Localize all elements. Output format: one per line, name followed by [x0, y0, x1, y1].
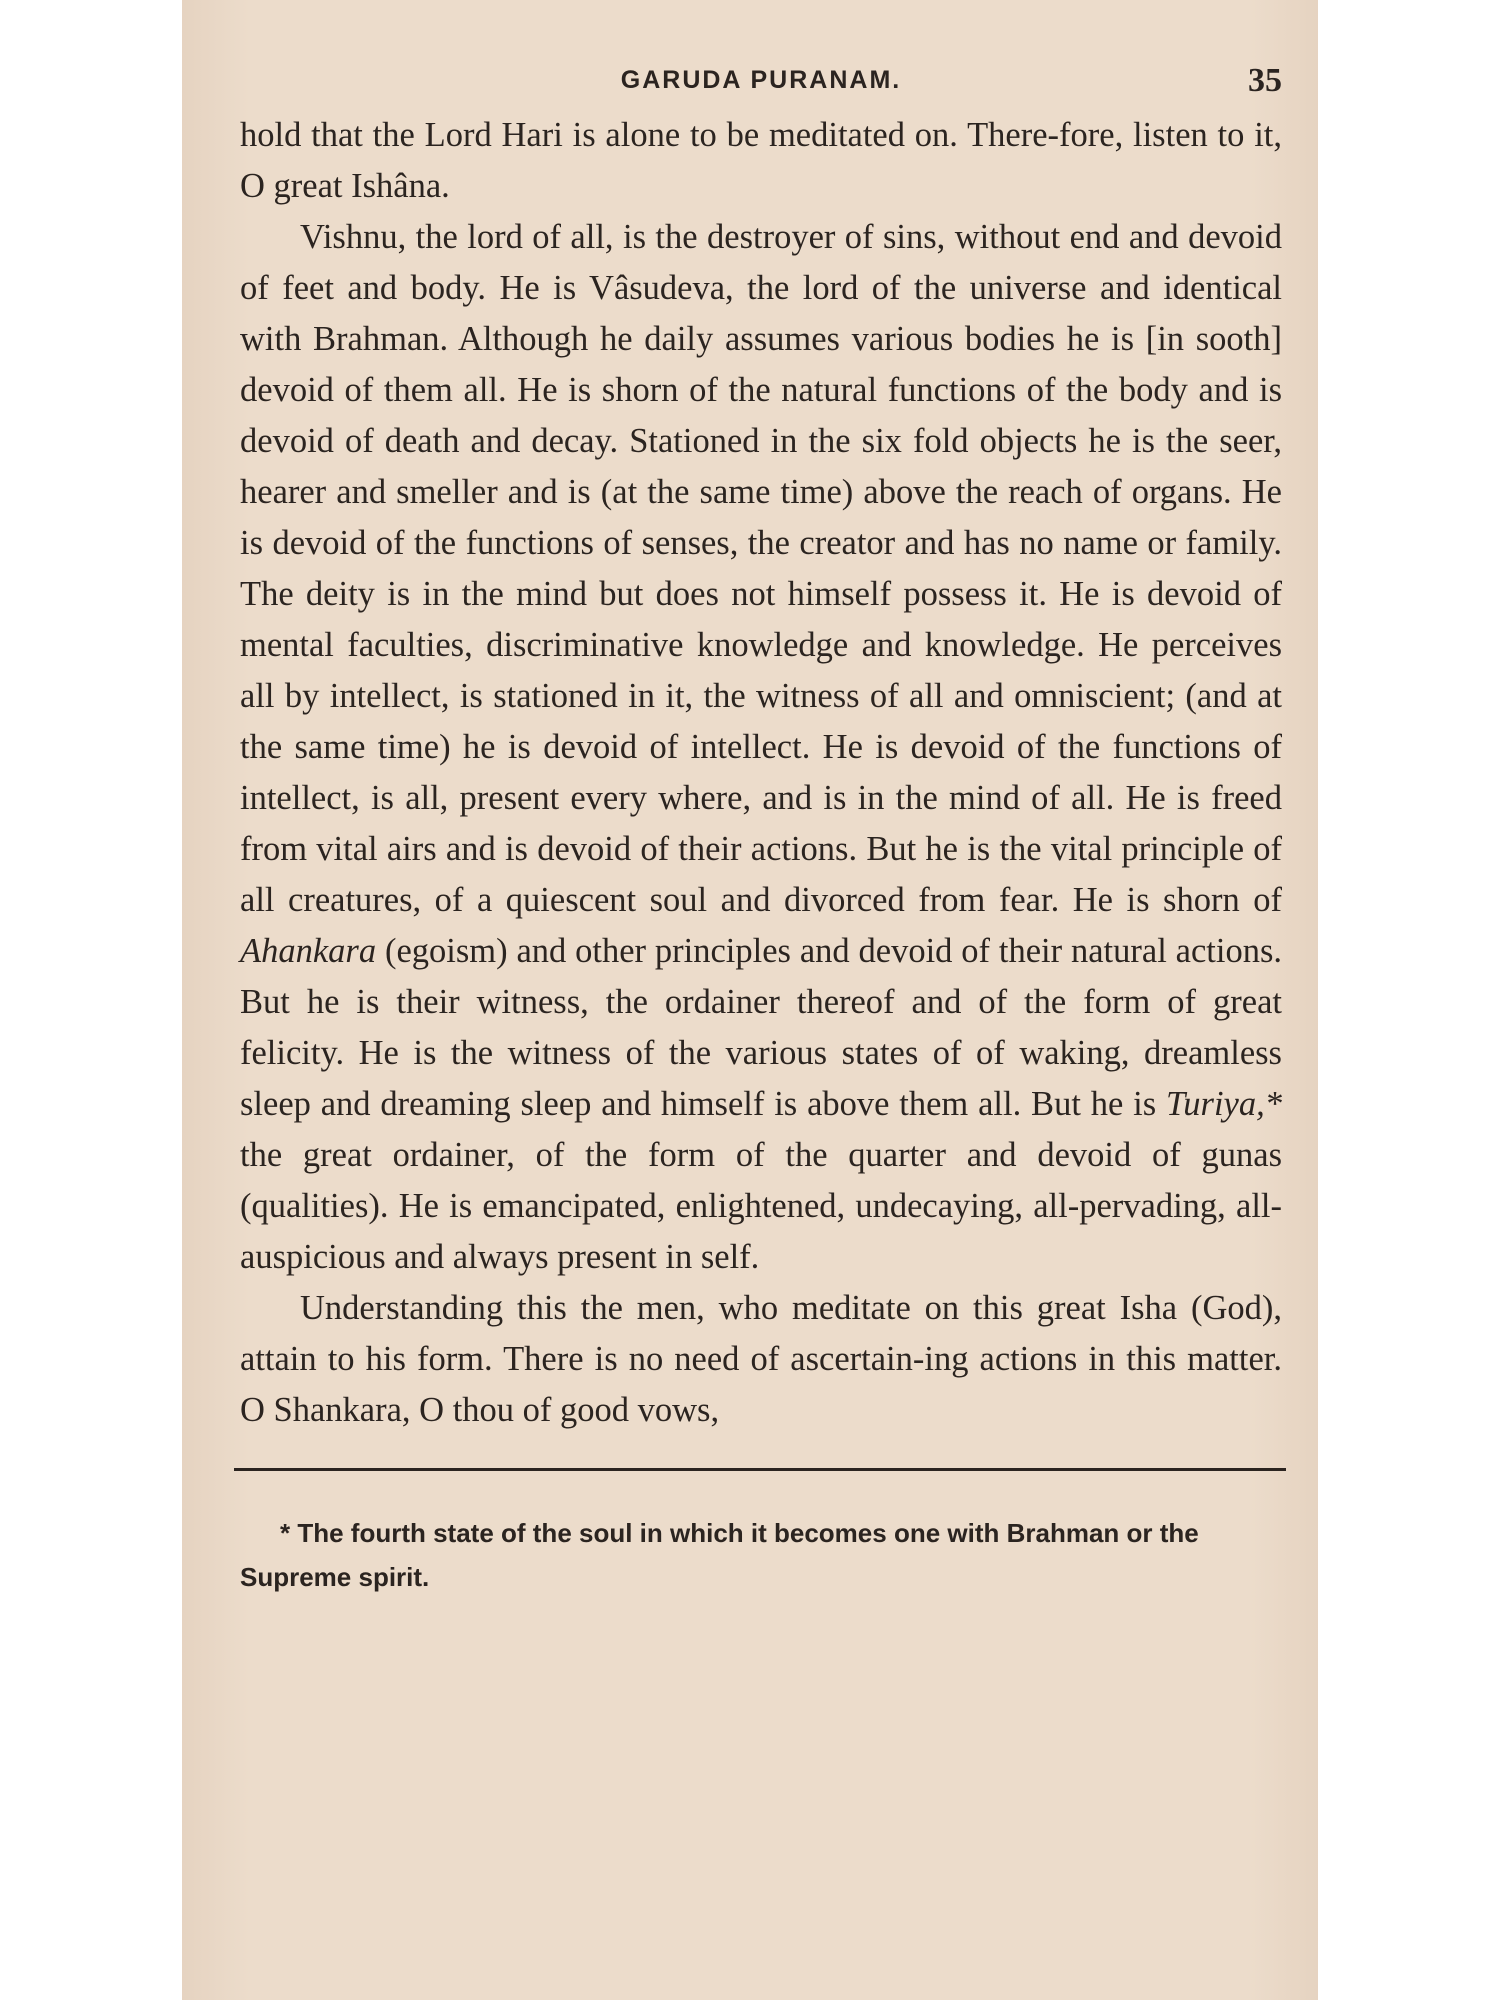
- paragraph: [240, 110, 1282, 212]
- book-page: [240, 60, 1282, 1599]
- paragraph: [240, 212, 1282, 1283]
- running-header: [240, 60, 1282, 110]
- page-title: GARUDA PURANAM.: [620, 66, 902, 94]
- text-segment: (egoism) and other principles and devoid of their natural actions. But he is their witness, the ordainer thereof and of the form of great felicity. He is the witness of the various states of of waking, dreamless sleep and dreaming sleep and himself is above them all. But he is: [240, 932, 1282, 1123]
- text-segment: the great ordainer, of the form of the quarter and devoid of gunas (qualities). He is emancipated, enlightened, undecaying, all-pervading, all-auspicious and always present in self.: [240, 1136, 1282, 1276]
- footnote: * The fourth state of the soul in which it becomes one with Brahman or the Supreme spirit.: [240, 1518, 1199, 1592]
- italic-term-turiya: Turiya,*: [1166, 1085, 1282, 1123]
- paragraph: [240, 1283, 1282, 1436]
- italic-term-ahankara: Ahankara: [240, 932, 377, 970]
- footnote-divider: [234, 1468, 1286, 1471]
- text-segment: hold that the Lord Hari is alone to be meditated on. There-fore, listen to it, O great Ishâna.: [240, 116, 1282, 205]
- body-text: [240, 110, 1282, 1436]
- page-number: 35: [1248, 62, 1282, 99]
- text-segment: Understanding this the men, who meditate on this great Isha (God), attain to his form. There is no need of ascertain-ing actions in this matter. O Shankara, O thou of good vows,: [240, 1289, 1282, 1429]
- text-segment: Vishnu, the lord of all, is the destroyer of sins, without end and devoid of feet and body. He is Vâsudeva, the lord of the universe and identical with Brahman. Although he daily assumes various bodies he is [in sooth] devoid of them all. He is shorn of the natural functions of the body and is devoid of death and decay. Stationed in the six fold objects he is the seer, hearer and smeller and is (at the same time) above the reach of organs. He is devoid of the functions of senses, the creator and has no name or family. The deity is in the mind but does not himself possess it. He is devoid of mental faculties, discriminative knowledge and knowledge. He perceives all by intellect, is stationed in it, the witness of all and omniscient; (and at the same time) he is devoid of intellect. He is devoid of the functions of intellect, is all, present every where, and is in the mind of all. He is freed from vital airs and is devoid of their actions. But he is the vital principle of all creatures, of a quiescent soul and divorced from fear. He is shorn of: [240, 218, 1282, 919]
